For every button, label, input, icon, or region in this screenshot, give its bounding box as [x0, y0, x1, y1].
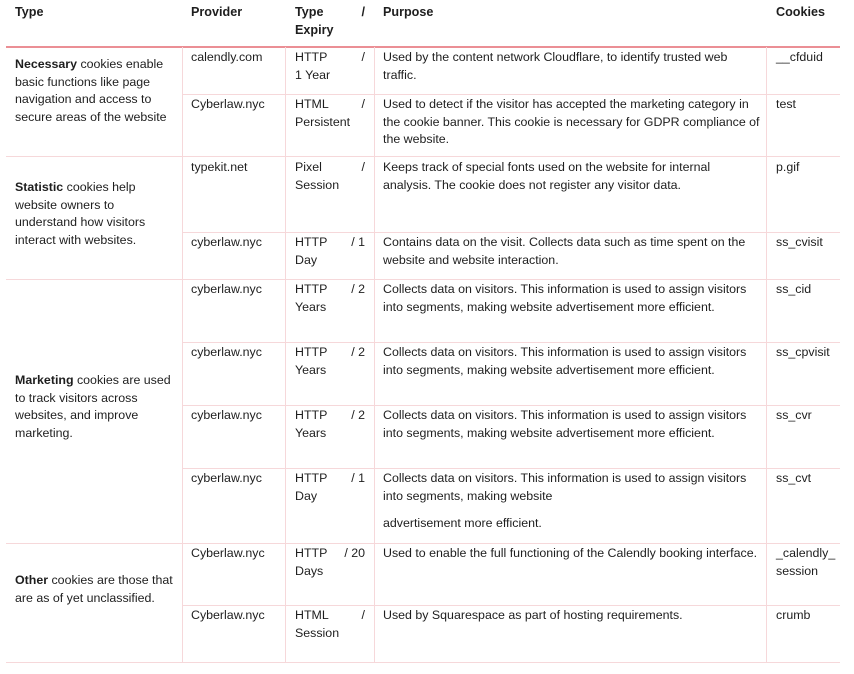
- cookie-expiry: 1 Year: [295, 67, 331, 82]
- cookie-expiry: Days: [295, 563, 324, 578]
- cookie-expiry: Years: [295, 299, 327, 314]
- type-expiry-separator: / 1: [351, 235, 365, 249]
- cookie-name-cell: __cfduid: [776, 50, 823, 64]
- type-expiry-separator: / 20: [344, 546, 365, 560]
- column-header-type-expiry-line1: Type: [295, 5, 324, 19]
- purpose-cell: Used by the content network Cloudflare, to identify trusted web traffic.: [383, 50, 728, 82]
- cookie-name-cell: ss_cvr: [776, 408, 812, 422]
- type-expiry-cell: [295, 545, 365, 580]
- cookie-type: HTML: [295, 608, 329, 622]
- row-divider: [182, 232, 840, 233]
- group-divider: [6, 156, 840, 157]
- column-header-cookies: Cookies: [776, 5, 825, 19]
- provider-cell: cyberlaw.nyc: [191, 408, 262, 422]
- type-expiry-cell: [295, 470, 365, 505]
- column-divider: [766, 47, 767, 663]
- type-expiry-cell: [295, 234, 365, 269]
- column-header-provider: Provider: [191, 5, 243, 19]
- cookie-type: HTML: [295, 97, 329, 111]
- cookie-expiry: Persistent: [295, 114, 351, 129]
- type-expiry-cell: [295, 49, 365, 84]
- type-expiry-separator: /: [361, 160, 365, 174]
- purpose-text: Collects data on visitors. This information is used to assign visitors into segments, making website: [383, 471, 747, 503]
- provider-cell: cyberlaw.nyc: [191, 471, 262, 485]
- provider-cell: typekit.net: [191, 160, 248, 174]
- row-divider: [182, 405, 840, 406]
- provider-cell: Cyberlaw.nyc: [191, 608, 265, 622]
- category-description: cookies help website owners to understand how visitors interact with websites.: [15, 180, 146, 247]
- cookie-expiry: Session: [295, 625, 340, 640]
- cookie-name-cell: test: [776, 97, 796, 111]
- cookie-type: HTTP: [295, 471, 328, 485]
- type-expiry-separator: /: [361, 608, 365, 622]
- purpose-cell: Contains data on the visit. Collects data such as time spent on the website and website interaction.: [383, 235, 746, 267]
- category-description: cookies enable basic functions like page navigation and access to secure areas of the website: [15, 57, 167, 124]
- provider-cell: cyberlaw.nyc: [191, 345, 262, 359]
- purpose-text: advertisement more efficient.: [383, 516, 542, 530]
- type-expiry-cell: [295, 607, 365, 642]
- row-divider: [182, 94, 840, 95]
- category-statistic: [15, 179, 175, 249]
- category-name: Marketing: [15, 373, 74, 387]
- category-description: cookies are used to track visitors across websites, and improve marketing.: [15, 373, 171, 440]
- cookie-type: HTTP: [295, 235, 328, 249]
- type-expiry-cell: [295, 344, 365, 379]
- category-other: [15, 572, 175, 607]
- column-divider: [374, 47, 375, 663]
- cookie-expiry: Years: [295, 425, 327, 440]
- purpose-cell: Used by Squarespace as part of hosting requirements.: [383, 608, 683, 622]
- cookie-type: HTTP: [295, 345, 328, 359]
- purpose-cell: Used to detect if the visitor has accepted the marketing category in the cookie banner. This cookie is necessary for GDPR compliance of the website.: [383, 97, 760, 146]
- cookie-name-cell: ss_cid: [776, 282, 812, 296]
- cookie-name-cell: ss_cpvisit: [776, 345, 830, 359]
- cookie-type: HTTP: [295, 50, 328, 64]
- provider-cell: cyberlaw.nyc: [191, 235, 262, 249]
- header-divider: [6, 46, 840, 48]
- cookie-type: HTTP: [295, 408, 328, 422]
- table-bottom-border: [6, 662, 840, 663]
- column-header-type: Type: [15, 5, 44, 19]
- type-expiry-separator: /: [361, 97, 365, 111]
- cookie-expiry: Session: [295, 177, 340, 192]
- cookie-name-cell: ss_cvisit: [776, 235, 823, 249]
- provider-cell: Cyberlaw.nyc: [191, 546, 265, 560]
- type-expiry-cell: [295, 96, 365, 131]
- purpose-cell: Collects data on visitors. This information is used to assign visitors into segments, making website advertisement more efficient.: [383, 282, 747, 314]
- purpose-cell: [383, 470, 761, 533]
- cookie-expiry: Day: [295, 488, 318, 503]
- column-header-type-expiry: [295, 3, 365, 39]
- provider-cell: calendly.com: [191, 50, 263, 64]
- cookie-name-cell: crumb: [776, 608, 811, 622]
- row-divider: [182, 342, 840, 343]
- type-expiry-cell: [295, 407, 365, 442]
- category-marketing: [15, 372, 175, 442]
- category-description: cookies are those that are as of yet unclassified.: [15, 573, 173, 605]
- cookie-type: HTTP: [295, 282, 328, 296]
- cookie-name-cell: _calendly_session: [776, 546, 836, 578]
- cookie-name-cell: ss_cvt: [776, 471, 812, 485]
- cookie-expiry: Years: [295, 362, 327, 377]
- type-expiry-cell: [295, 159, 365, 194]
- category-necessary: [15, 56, 175, 126]
- column-header-slash: /: [361, 5, 365, 19]
- type-expiry-separator: / 2: [351, 345, 365, 359]
- cookie-type: HTTP: [295, 546, 328, 560]
- purpose-cell: Collects data on visitors. This information is used to assign visitors into segments, making website advertisement more efficient.: [383, 345, 747, 377]
- column-divider: [182, 47, 183, 663]
- category-name: Statistic: [15, 180, 64, 194]
- cookie-name-cell: p.gif: [776, 160, 800, 174]
- column-header-purpose: Purpose: [383, 5, 434, 19]
- cookie-type: Pixel: [295, 160, 322, 174]
- group-divider: [6, 543, 840, 544]
- cookie-expiry: Day: [295, 252, 318, 267]
- purpose-cell: Keeps track of special fonts used on the website for internal analysis. The cookie does not register any visitor data.: [383, 160, 711, 192]
- provider-cell: cyberlaw.nyc: [191, 282, 262, 296]
- row-divider: [182, 605, 840, 606]
- category-name: Necessary: [15, 57, 78, 71]
- purpose-cell: Collects data on visitors. This information is used to assign visitors into segments, making website advertisement more efficient.: [383, 408, 747, 440]
- type-expiry-cell: [295, 281, 365, 316]
- provider-cell: Cyberlaw.nyc: [191, 97, 265, 111]
- purpose-cell: Used to enable the full functioning of the Calendly booking interface.: [383, 546, 758, 560]
- type-expiry-separator: /: [361, 50, 365, 64]
- type-expiry-separator: / 1: [351, 471, 365, 485]
- row-divider: [182, 468, 840, 469]
- category-name: Other: [15, 573, 49, 587]
- type-expiry-separator: / 2: [351, 282, 365, 296]
- column-header-type-expiry-line2: Expiry: [295, 23, 334, 37]
- group-divider: [6, 279, 840, 280]
- type-expiry-separator: / 2: [351, 408, 365, 422]
